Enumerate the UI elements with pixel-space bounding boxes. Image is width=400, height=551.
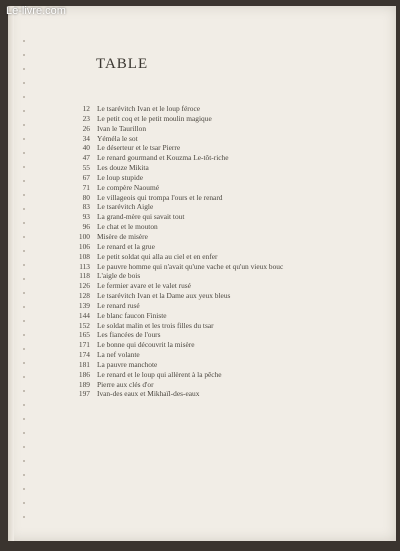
toc-entry-title: Le loup stupide [97,172,143,182]
toc-entry-title: La grand-mère qui savait tout [97,212,185,222]
toc-page-number: 171 [78,340,90,350]
toc-page-number: 118 [79,271,90,281]
toc-page-number: 47 [82,153,90,163]
toc-entry [70,143,380,153]
toc-entry-title: Le villageois qui trompa l'ours et le renard [97,192,223,202]
toc-page-number: 197 [78,389,90,399]
toc-entry-title: Le renard rusé [97,300,140,310]
toc-page-number: 23 [82,113,90,123]
toc-page-number: 108 [78,251,90,261]
toc-page-number: 186 [78,369,90,379]
toc-entry [70,252,380,262]
toc-entry-title: Le déserteur et le tsar Pierre [97,143,181,153]
toc-page-number: 40 [82,143,90,153]
toc-entry [70,183,380,193]
toc-page-number: 165 [78,330,90,340]
toc-page-number: 12 [82,104,90,113]
toc-entry [70,104,380,114]
toc-entry-title: Pierre aux clés d'or [97,379,154,389]
watermark: Le-livre.com [6,5,66,17]
toc-entry-title: Le blanc faucon Finiste [97,310,167,320]
toc-entry [70,291,380,301]
toc-page-number: 181 [78,359,90,369]
toc-entry-title: Le petit soldat qui alla au ciel et en enfer [97,251,218,261]
toc-entry [70,370,380,380]
toc-entry-title: Le tsarévitch Ivan et la Dame aux yeux bleus [97,291,231,301]
toc-entry [70,124,380,134]
toc-entry-title: Le fermier avare et le valet rusé [97,281,191,291]
toc-entry-title: Ivan le Taurillon [97,123,147,133]
toc-page-number: 189 [78,379,90,389]
toc-entry [70,153,380,163]
toc-entry [70,271,380,281]
toc-entry-title: Les fiancées de l'ours [97,330,161,340]
toc-entry [70,281,380,291]
toc-entry [70,340,380,350]
toc-entry-title: Le renard et le loup qui allèrent à la pêche [97,369,222,379]
page-edge-shadow [8,6,14,541]
toc-entry [70,114,380,124]
toc-entry-title: Yéméla le sot [97,133,138,143]
toc-page-number: 113 [79,261,90,271]
toc-entry [70,202,380,212]
toc-page-number: 144 [78,310,90,320]
toc-page-number: 174 [78,350,90,360]
toc-entry-title: Le pauvre homme qui n'avait qu'une vache et qu'un vieux bouc [97,261,284,271]
toc-entry-title: Le petit coq et le petit moulin magique [97,113,212,123]
toc-entry [70,193,380,203]
toc-page-number: 139 [78,300,90,310]
toc-page-number: 96 [82,222,90,232]
toc-entry-title: Ivan-des eaux et Mikhaïl-des-eaux [97,389,200,399]
toc-entry [70,212,380,222]
toc-page-number: 67 [82,172,90,182]
toc-entry-title: La pauvre manchote [97,359,158,369]
binding-holes [23,40,25,520]
toc-entry [70,380,380,390]
toc-entry [70,350,380,360]
toc-page-number: 80 [82,192,90,202]
toc-entry-title: Le soldat malin et les trois filles du tsar [97,320,214,330]
toc-entry-title: Le compère Naoumé [97,182,159,192]
toc-entry [70,222,380,232]
toc-page-number: 152 [78,320,90,330]
toc-entry [70,360,380,370]
toc-page-number: 100 [78,231,90,241]
toc-page-number: 83 [82,202,90,212]
toc-entry-title: La nef volante [97,350,140,360]
toc-page-number: 26 [82,123,90,133]
table-of-contents [70,104,380,399]
toc-entry-title: Le renard et la grue [97,241,155,251]
toc-entry-title: L'aigle de bois [97,271,141,281]
toc-entry [70,301,380,311]
toc-page-number: 55 [82,163,90,173]
toc-page-number: 71 [82,182,90,192]
toc-entry [70,321,380,331]
toc-page-number: 34 [82,133,90,143]
toc-entry [70,134,380,144]
toc-entry [70,389,380,399]
toc-entry-title: Les douze Mikita [97,163,149,173]
toc-entry-title: Misère de misère [97,231,148,241]
toc-page-number: 128 [78,291,90,301]
toc-entry-title: Le tsarévitch Ivan et le loup féroce [97,104,201,113]
toc-page-number: 126 [78,281,90,291]
toc-entry [70,242,380,252]
page-title: TABLE [96,56,149,72]
toc-entry-title: Le bonne qui découvrit la misère [97,340,195,350]
toc-entry [70,330,380,340]
toc-page-number: 106 [78,241,90,251]
toc-entry [70,163,380,173]
toc-entry-title: Le renard gourmand et Kouzma Le-tôt-riche [97,153,229,163]
toc-page-number: 93 [82,212,90,222]
toc-entry [70,262,380,272]
toc-entry [70,311,380,321]
toc-entry [70,173,380,183]
toc-entry-title: Le chat et le mouton [97,222,158,232]
toc-entry-title: Le tsarévitch Aigle [97,202,154,212]
toc-entry [70,232,380,242]
